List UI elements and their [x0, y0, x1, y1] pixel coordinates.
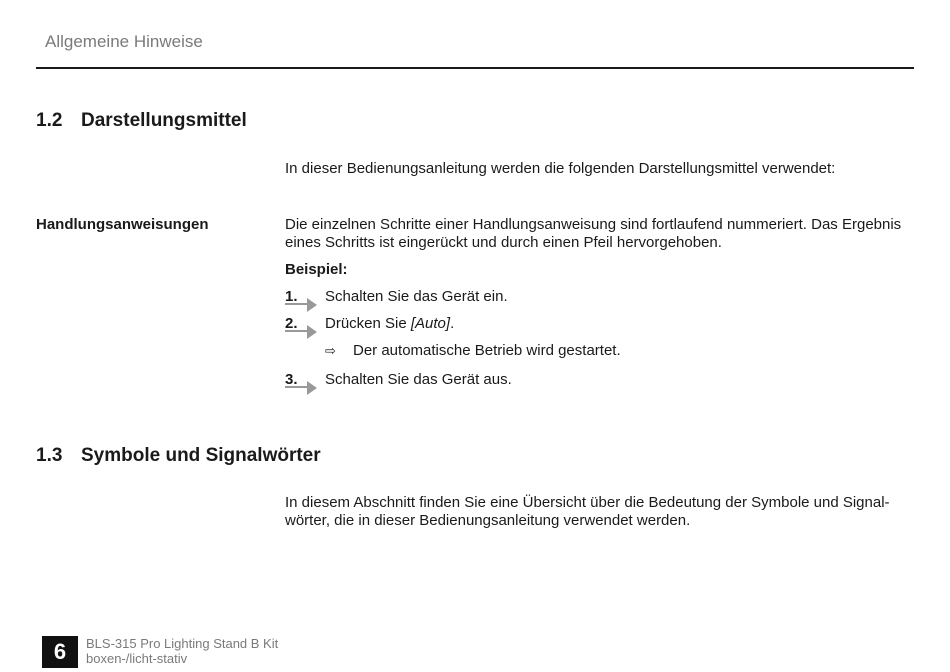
step-number: 1. [285, 288, 298, 305]
result-text: Der automatische Betrieb wird gestartet. [353, 342, 621, 359]
step-text: Schalten Sie das Gerät aus. [325, 371, 512, 388]
step-number: 2. [285, 315, 298, 332]
section-number: 1.2 [36, 110, 63, 131]
section-intro: In dieser Bedienungsanleitung werden die folgenden Darstellungsmittel verwendet: [285, 160, 836, 177]
section-title: Symbole und Signalwörter [81, 445, 321, 466]
step-text: Schalten Sie das Gerät ein. [325, 288, 508, 305]
example-label: Beispiel: [285, 261, 348, 278]
result-arrow-icon: ⇨ [325, 343, 336, 358]
footer-subtitle: boxen-/licht-stativ [86, 651, 188, 666]
section-number: 1.3 [36, 445, 63, 466]
footer-product: BLS-315 Pro Lighting Stand B Kit [86, 636, 279, 651]
section-heading-1-3 [36, 445, 321, 467]
step-text: Drücken Sie [Auto]. [325, 315, 455, 332]
header-title: Allgemeine Hinweise [45, 32, 203, 51]
instruction-description: Die einzelnen Schritte einer Handlungsanweisung sind fortlaufend nummeriert. Das Ergebnis eines Schritts ist eingerückt und durch einen Pfeil hervorgehoben. [285, 216, 902, 251]
page-number: 6 [42, 636, 78, 668]
section-heading-1-2 [36, 110, 247, 132]
footer-text [86, 636, 278, 666]
step-emphasis: [Auto] [410, 315, 451, 332]
section-title: Darstellungsmittel [81, 110, 247, 131]
step-result [325, 342, 621, 359]
section-text: In diesem Abschnitt finden Sie eine Übersicht über die Bedeutung der Symbole und Signalwörter, die in dieser Bedienungsanleitung verwendet werden. [285, 494, 890, 529]
side-label-handlungsanweisungen: Handlungsanweisungen [36, 216, 209, 233]
header-rule [36, 67, 914, 69]
step-number: 3. [285, 371, 298, 388]
